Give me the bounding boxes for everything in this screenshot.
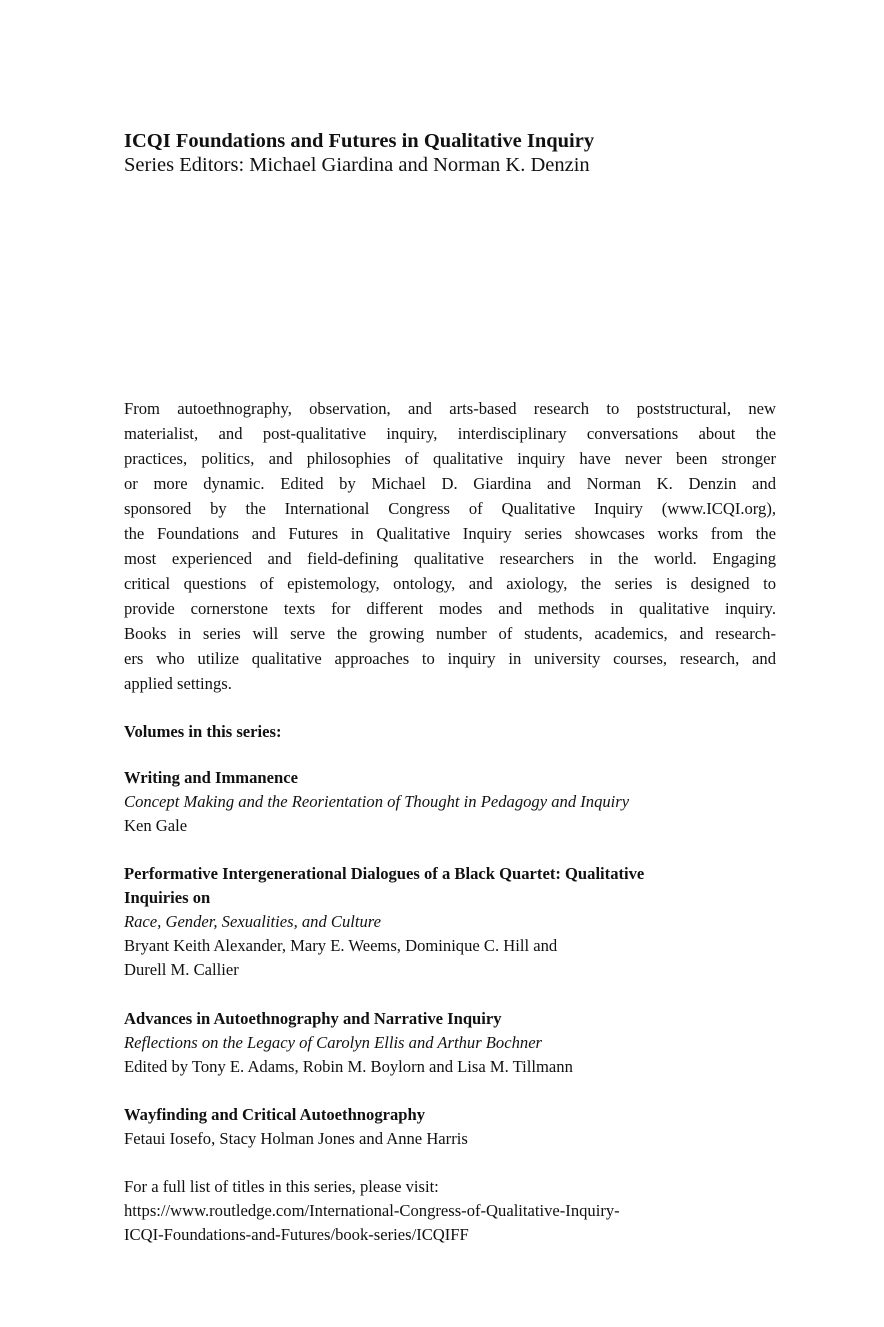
series-header <box>124 129 776 177</box>
volumes-heading: Volumes in this series: <box>124 722 282 741</box>
volume-title: Writing and Immanence <box>124 768 298 787</box>
volume-authors: Ken Gale <box>124 816 188 835</box>
volume-title: Wayfinding and Critical Autoethnography <box>124 1105 426 1124</box>
series-editors: Series Editors: Michael Giardina and Norman K. Denzin <box>124 154 590 176</box>
description-line: applied settings. <box>124 674 232 693</box>
volume-authors: Durell M. Callier <box>124 960 239 979</box>
series-url-link[interactable]: https://www.routledge.com/International-Congress-of-Qualitative-Inquiry- <box>124 1201 620 1220</box>
volume-entry <box>124 862 776 982</box>
volume-title-continued: Inquiries on <box>124 888 211 907</box>
description-line: critical questions of epistemology, ontology, and axiology, the series is designed to <box>124 574 776 593</box>
description-line: or more dynamic. Edited by Michael D. Giardina and Norman K. Denzin and <box>124 474 776 493</box>
volume-entry <box>124 766 776 838</box>
series-url-link[interactable]: ICQI-Foundations-and-Futures/book-series/ICQIFF <box>124 1225 469 1244</box>
volume-authors: Edited by Tony E. Adams, Robin M. Boylorn and Lisa M. Tillmann <box>124 1057 573 1076</box>
description-line: the Foundations and Futures in Qualitative Inquiry series showcases works from the <box>124 524 776 543</box>
volume-subtitle: Reflections on the Legacy of Carolyn Ellis and Arthur Bochner <box>124 1033 543 1052</box>
description-line: provide cornerstone texts for different modes and methods in qualitative inquiry. <box>124 599 776 618</box>
volume-entry <box>124 1103 776 1151</box>
description-line: From autoethnography, observation, and arts-based research to poststructural, new <box>124 399 776 418</box>
volume-subtitle: Race, Gender, Sexualities, and Culture <box>124 912 381 931</box>
series-title: ICQI Foundations and Futures in Qualitative Inquiry <box>124 130 595 152</box>
description-line: Books in series will serve the growing number of students, academics, and research- <box>124 624 776 643</box>
volume-authors: Bryant Keith Alexander, Mary E. Weems, Dominique C. Hill and <box>124 936 558 955</box>
series-description <box>124 396 776 696</box>
description-line: sponsored by the International Congress of Qualitative Inquiry (www.ICQI.org), <box>124 499 776 518</box>
series-footer <box>124 1175 776 1247</box>
volume-subtitle: Concept Making and the Reorientation of Thought in Pedagogy and Inquiry <box>124 792 630 811</box>
description-line: practices, politics, and philosophies of qualitative inquiry have never been stronger <box>124 449 776 468</box>
volume-title: Performative Intergenerational Dialogues of a Black Quartet: Qualitative <box>124 864 645 883</box>
description-line: ers who utilize qualitative approaches to inquiry in university courses, research, and <box>124 649 776 668</box>
description-line: most experienced and field-defining qualitative researchers in the world. Engaging <box>124 549 776 568</box>
volume-entry <box>124 1007 776 1079</box>
description-line: materialist, and post-qualitative inquiry, interdisciplinary conversations about the <box>124 424 776 443</box>
volume-title: Advances in Autoethnography and Narrative Inquiry <box>124 1009 502 1028</box>
footer-text: For a full list of titles in this series, please visit: <box>124 1177 439 1196</box>
volume-authors: Fetaui Iosefo, Stacy Holman Jones and Anne Harris <box>124 1129 468 1148</box>
